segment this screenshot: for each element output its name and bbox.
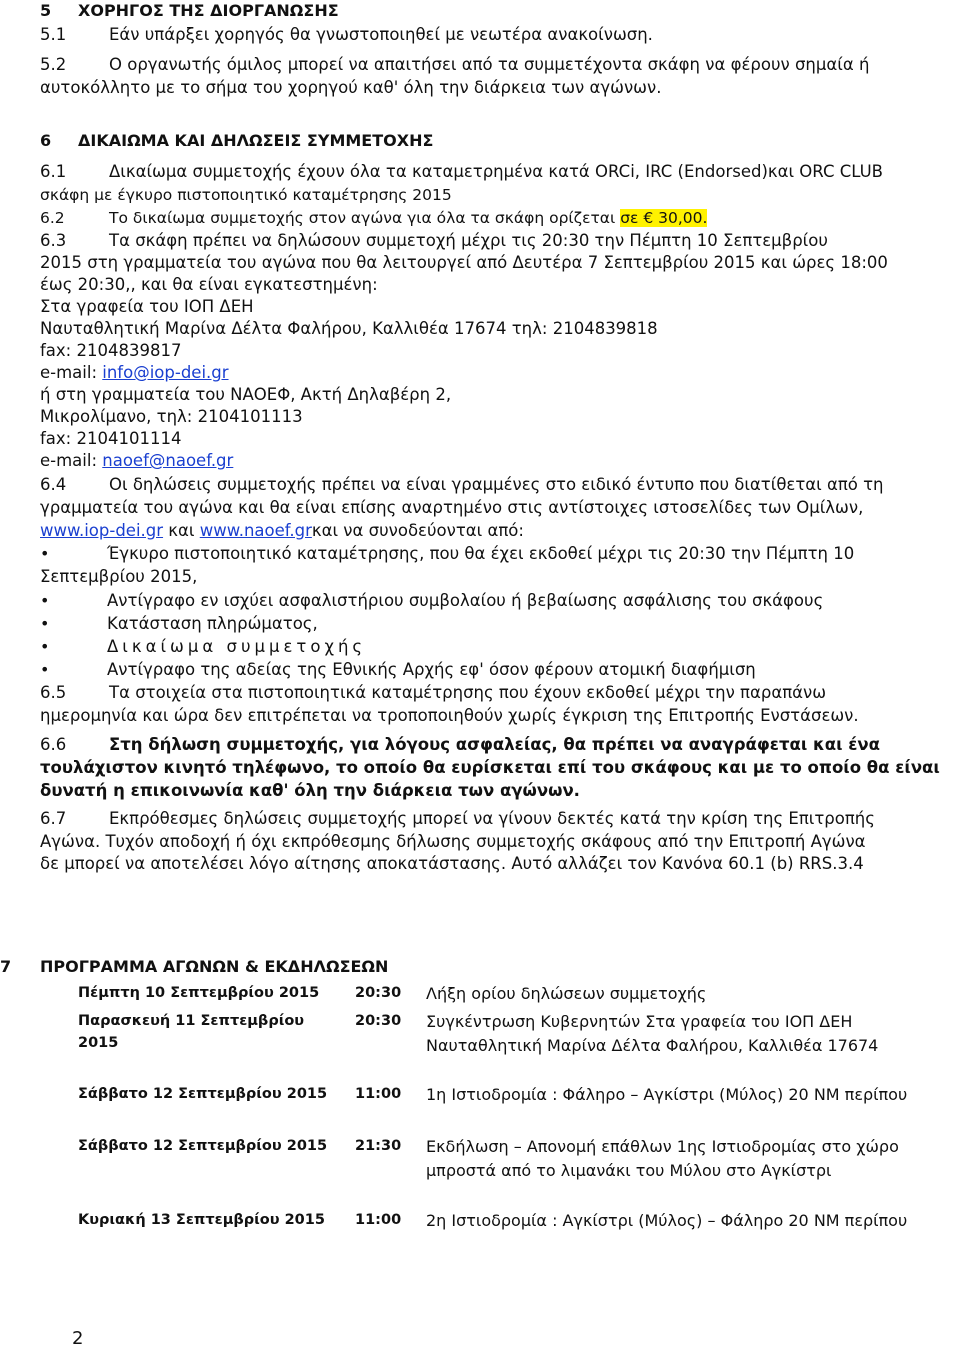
paragraph-6-6-line-1 xyxy=(40,734,940,756)
schedule-time: 11:00 xyxy=(355,1086,402,1102)
section-title: ΧΟΡΗΓΟΣ ΤΗΣ ΔΙΟΡΓΑΝΩΣΗΣ xyxy=(78,1,339,20)
email-link[interactable]: info@iop-dei.gr xyxy=(102,363,229,382)
paragraph-text: Τα στοιχεία στα πιστοποιητικά καταμέτρησης που έχουν εκδοθεί μέχρι την παραπάνω xyxy=(109,683,827,702)
paragraph-text: Οι δηλώσεις συμμετοχής πρέπει να είναι γραμμένες στο ειδικό έντυπο που διατίθεται από τη xyxy=(109,475,884,494)
paragraph-6-3-line-2: 2015 στη γραμματεία του αγώνα που θα λειτουργεί από Δευτέρα 7 Σεπτεμβρίου 2015 και ώρες 18:00 xyxy=(40,253,888,272)
section-number: 6 xyxy=(40,131,52,150)
paragraph-text: Στη δήλωση συμμετοχής, για λόγους ασφαλείας, θα πρέπει να αναγράφεται και ένα xyxy=(109,735,880,754)
bullet-dot: • xyxy=(40,637,50,656)
website-link-iop[interactable]: www.iop-dei.gr xyxy=(40,521,164,540)
website-link-naoef[interactable]: www.naoef.gr xyxy=(199,521,312,540)
schedule-time: 20:30 xyxy=(355,985,402,1001)
paragraph-5-2-line-1 xyxy=(40,54,940,76)
bullet-dot: • xyxy=(40,660,50,679)
paragraph-number: 5.2 xyxy=(40,55,67,74)
section-number: 7 xyxy=(0,957,12,976)
bullet-item-1: Έγκυρο πιστοποιητικό καταμέτρησης, που θα έχει εκδοθεί μέχρι τις 20:30 την Πέμπτη 10 xyxy=(107,544,855,563)
email-label: e-mail: xyxy=(40,363,103,382)
paragraph-number: 6.7 xyxy=(40,809,67,828)
paragraph-6-5-line-1 xyxy=(40,682,940,704)
bullet-item-4: Δικαίωμα συμμετοχής xyxy=(107,637,367,656)
section-5-heading xyxy=(40,0,940,22)
paragraph-number: 5.1 xyxy=(40,25,67,44)
bullet-dot: • xyxy=(40,591,50,610)
email-label: e-mail: xyxy=(40,451,103,470)
office-1-email xyxy=(40,362,940,384)
paragraph-number: 6.3 xyxy=(40,231,67,250)
bullet-item-1-cont: Σεπτεμβρίου 2015, xyxy=(40,567,198,586)
schedule-event: 1η Ιστιοδρομία : Φάληρο – Αγκίστρι (Μύλος) 20 NM περίπου xyxy=(426,1085,908,1104)
office-1-title: Στα γραφεία του ΙΟΠ ΔΕΗ xyxy=(40,297,254,316)
paragraph-6-2 xyxy=(40,207,940,229)
bullet-dot: • xyxy=(40,544,50,563)
schedule-date: Παρασκευή 11 Σεπτεμβρίου 2015 xyxy=(78,1013,305,1051)
page-number: 2 xyxy=(72,1328,84,1349)
office-2-email xyxy=(40,450,940,472)
email-link[interactable]: naoef@naoef.gr xyxy=(102,451,234,470)
office-2-address: Μικρολίμανο, τηλ: 2104101113 xyxy=(40,407,303,426)
paragraph-number: 6.1 xyxy=(40,162,67,181)
paragraph-5-2-line-2: αυτοκόλλητο με το σήμα του χορηγού καθ' όλη την διάρκεια των αγώνων. xyxy=(40,78,662,97)
paragraph-6-7-line-3: δε μπορεί να αποτελέσει λόγο αίτησης αποκατάστασης. Αυτό αλλάζει τον Κανόνα 60.1 (b) RRS.3.4 xyxy=(40,854,864,873)
schedule-date: Πέμπτη 10 Σεπτεμβρίου 2015 xyxy=(78,985,320,1001)
paragraph-5-1 xyxy=(40,24,940,46)
paragraph-text: Εκπρόθεσμες δηλώσεις συμμετοχής μπορεί να γίνουν δεκτές κατά την κρίση της Επιτροπής xyxy=(109,809,875,828)
paragraph-6-6-line-3: δυνατή η επικοινωνία καθ' όλη την διάρκεια των αγώνων. xyxy=(40,781,580,800)
schedule-event: 2η Ιστιοδρομία : Αγκίστρι (Μύλος) – Φάληρο 20 NM περίπου xyxy=(426,1211,908,1230)
bullet-item-5: Αντίγραφο της αδείας της Εθνικής Αρχής εφ' όσον φέρουν ατομική διαφήμιση xyxy=(107,660,756,679)
office-1-address: Ναυταθλητική Μαρίνα Δέλτα Φαλήρου, Καλλιθέα 17674 τηλ: 2104839818 xyxy=(40,319,658,338)
schedule-event: Εκδήλωση – Απονομή επάθλων 1ης Ιστιοδρομίας στο χώρο μπροστά από το λιμανάκι του Μύλου στο Αγκίστρι xyxy=(426,1137,899,1180)
bullet-item-2: Αντίγραφο εν ισχύει ασφαλιστήριου συμβολαίου ή βεβαίωσης ασφάλισης του σκάφους xyxy=(107,591,824,610)
paragraph-text: Τα σκάφη πρέπει να δηλώσουν συμμετοχή μέχρι τις 20:30 την Πέμπτη 10 Σεπτεμβρίου xyxy=(109,231,828,250)
schedule-date: Κυριακή 13 Σεπτεμβρίου 2015 xyxy=(78,1212,325,1228)
schedule-event: Συγκέντρωση Κυβερνητών Στα γραφεία του ΙΟΠ ΔΕΗ Ναυταθλητική Μαρίνα Δέλτα Φαλήρου, Καλλιθέα 17674 xyxy=(426,1012,879,1055)
schedule-date: Σάββατο 12 Σεπτεμβρίου 2015 xyxy=(78,1138,328,1154)
paragraph-6-4-line-1 xyxy=(40,474,940,496)
paragraph-text: Ο οργανωτής όμιλος μπορεί να απαιτήσει από τα συμμετέχοντα σκάφη να φέρουν σημαία ή xyxy=(109,55,870,74)
paragraph-number: 6.4 xyxy=(40,475,67,494)
paragraph-6-7-line-1 xyxy=(40,808,940,830)
schedule-time: 21:30 xyxy=(355,1138,402,1154)
schedule-time: 20:30 xyxy=(355,1013,402,1029)
section-title: ΠΡΟΓΡΑΜΜΑ ΑΓΩΝΩΝ & ΕΚΔΗΛΩΣΕΩΝ xyxy=(40,957,389,976)
paragraph-text: και να συνοδεύονται από: xyxy=(311,521,524,540)
entry-fee-highlight: σε € 30,00. xyxy=(620,209,708,227)
paragraph-6-1-line-1 xyxy=(40,161,940,183)
office-2-title: ή στη γραμματεία του ΝΑΟΕΦ, Ακτή Δηλαβέρη 2, xyxy=(40,385,452,404)
schedule-event: Λήξη ορίου δηλώσεων συμμετοχής xyxy=(426,984,707,1003)
bullet-item-3: Κατάσταση πληρώματος, xyxy=(107,614,318,633)
paragraph-6-3-line-1 xyxy=(40,230,940,252)
paragraph-number: 6.6 xyxy=(40,735,67,754)
paragraph-6-4-line-2: γραμματεία του αγώνα και θα είναι επίσης αναρτημένο στις αντίστοιχες ιστοσελίδες των Ομίλων, xyxy=(40,498,864,517)
section-number: 5 xyxy=(40,1,52,20)
paragraph-text: Εάν υπάρξει χορηγός θα γνωστοποιηθεί με νεωτέρα ανακοίνωση. xyxy=(109,25,653,44)
section-7-heading xyxy=(0,956,900,978)
paragraph-6-5-line-2: ημερομηνία και ώρα δεν επιτρέπεται να τροποποιηθούν χωρίς έγκριση της Επιτροπής Ενστάσεων. xyxy=(40,706,859,725)
office-1-fax: fax: 2104839817 xyxy=(40,341,182,360)
paragraph-number: 6.5 xyxy=(40,683,67,702)
bullet-dot: • xyxy=(40,614,50,633)
conjunction: και xyxy=(163,521,200,540)
paragraph-6-7-line-2: Αγώνα. Τυχόν αποδοχή ή όχι εκπρόθεσμης δήλωσης συμμετοχής σκάφους από την Επιτροπή Αγώνα xyxy=(40,832,866,851)
paragraph-6-1-line-2: σκάφη με έγκυρο πιστοποιητικό καταμέτρησης 2015 xyxy=(40,186,452,204)
paragraph-6-6-line-2: τουλάχιστον κινητό τηλέφωνο, το οποίο θα ευρίσκεται επί του σκάφους και με το οποίο θα είναι xyxy=(40,758,940,777)
paragraph-number: 6.2 xyxy=(40,209,65,227)
paragraph-6-4-line-3 xyxy=(40,520,940,542)
paragraph-text: Το δικαίωμα συμμετοχής στον αγώνα για όλα τα σκάφη ορίζεται xyxy=(109,209,621,227)
schedule-date: Σάββατο 12 Σεπτεμβρίου 2015 xyxy=(78,1086,328,1102)
paragraph-text: Δικαίωμα συμμετοχής έχουν όλα τα καταμετρημένα κατά ORCi, IRC (Endorsed)και ORC CLUB xyxy=(109,162,883,181)
office-2-fax: fax: 2104101114 xyxy=(40,429,182,448)
paragraph-6-3-line-3: έως 20:30,, και θα είναι εγκατεστημένη: xyxy=(40,275,378,294)
section-6-heading xyxy=(40,130,940,152)
section-title: ΔΙΚΑΙΩΜΑ ΚΑΙ ΔΗΛΩΣΕΙΣ ΣΥΜΜΕΤΟΧΗΣ xyxy=(78,131,434,150)
schedule-time: 11:00 xyxy=(355,1212,402,1228)
